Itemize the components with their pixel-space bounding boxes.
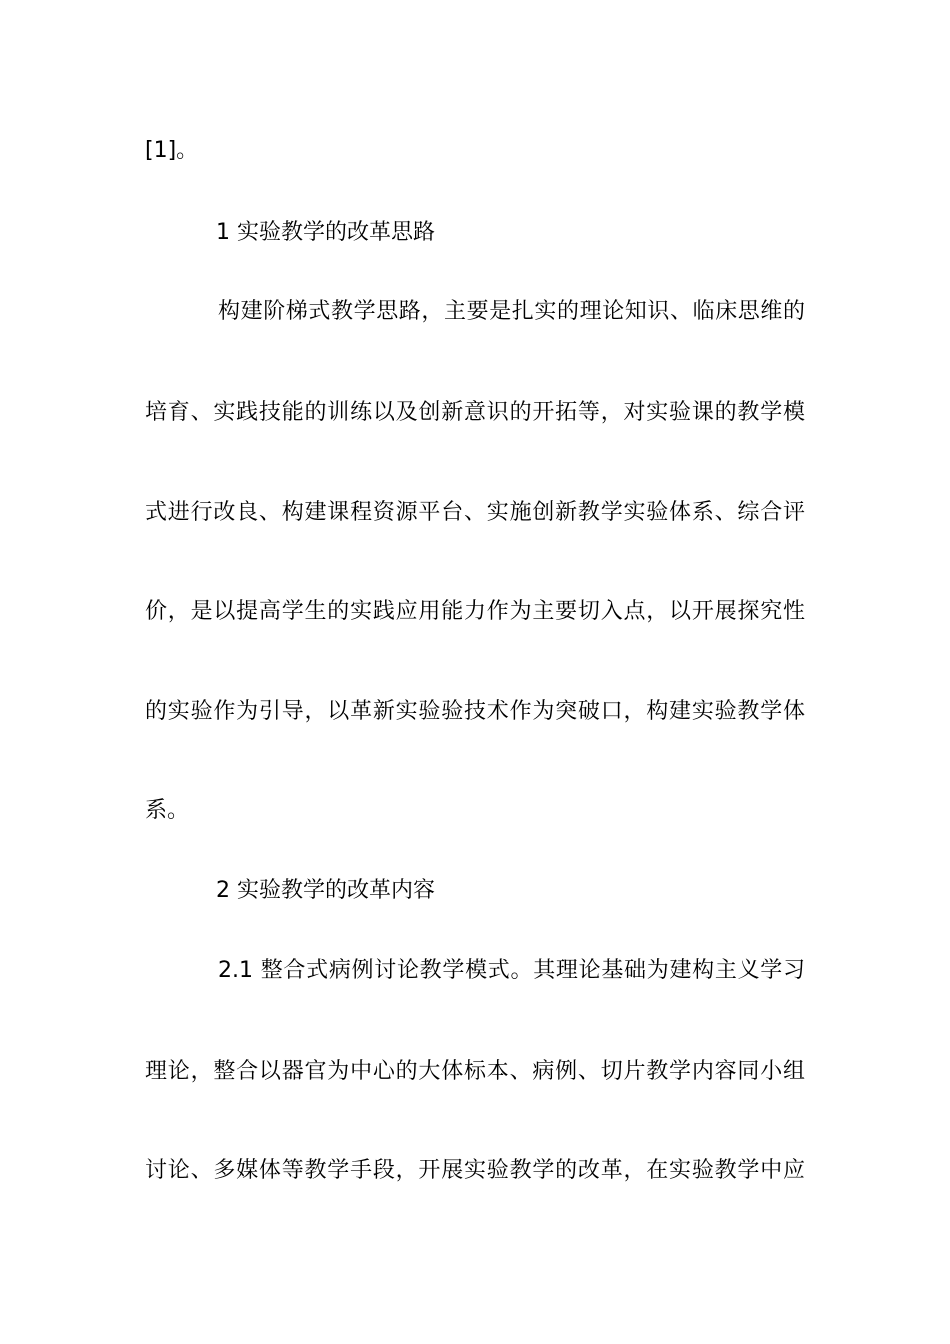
text-line: [1]。 — [145, 138, 199, 163]
section-heading: 2 实验教学的改革内容 — [216, 878, 435, 903]
text-line: 培育、实践技能的训练以及创新意识的开拓等，对实验课的教学模 — [145, 400, 805, 425]
text-line: 理论，整合以器官为中心的大体标本、病例、切片教学内容同小组 — [145, 1059, 805, 1084]
text-line: 构建阶梯式教学思路，主要是扎实的理论知识、临床思维的 — [218, 299, 805, 324]
text-line: 系。 — [145, 798, 190, 823]
text-line: 式进行改良、构建课程资源平台、实施创新教学实验体系、综合评 — [145, 500, 805, 525]
text-line: 讨论、多媒体等教学手段，开展实验教学的改革，在实验教学中应 — [145, 1158, 805, 1183]
text-line: 2.1 整合式病例讨论教学模式。其理论基础为建构主义学习 — [218, 958, 805, 983]
text-line: 价，是以提高学生的实践应用能力作为主要切入点，以开展探究性 — [145, 599, 805, 624]
text-line: 的实验作为引导，以革新实验验技术作为突破口，构建实验教学体 — [145, 699, 805, 724]
section-heading: 1 实验教学的改革思路 — [216, 220, 435, 245]
